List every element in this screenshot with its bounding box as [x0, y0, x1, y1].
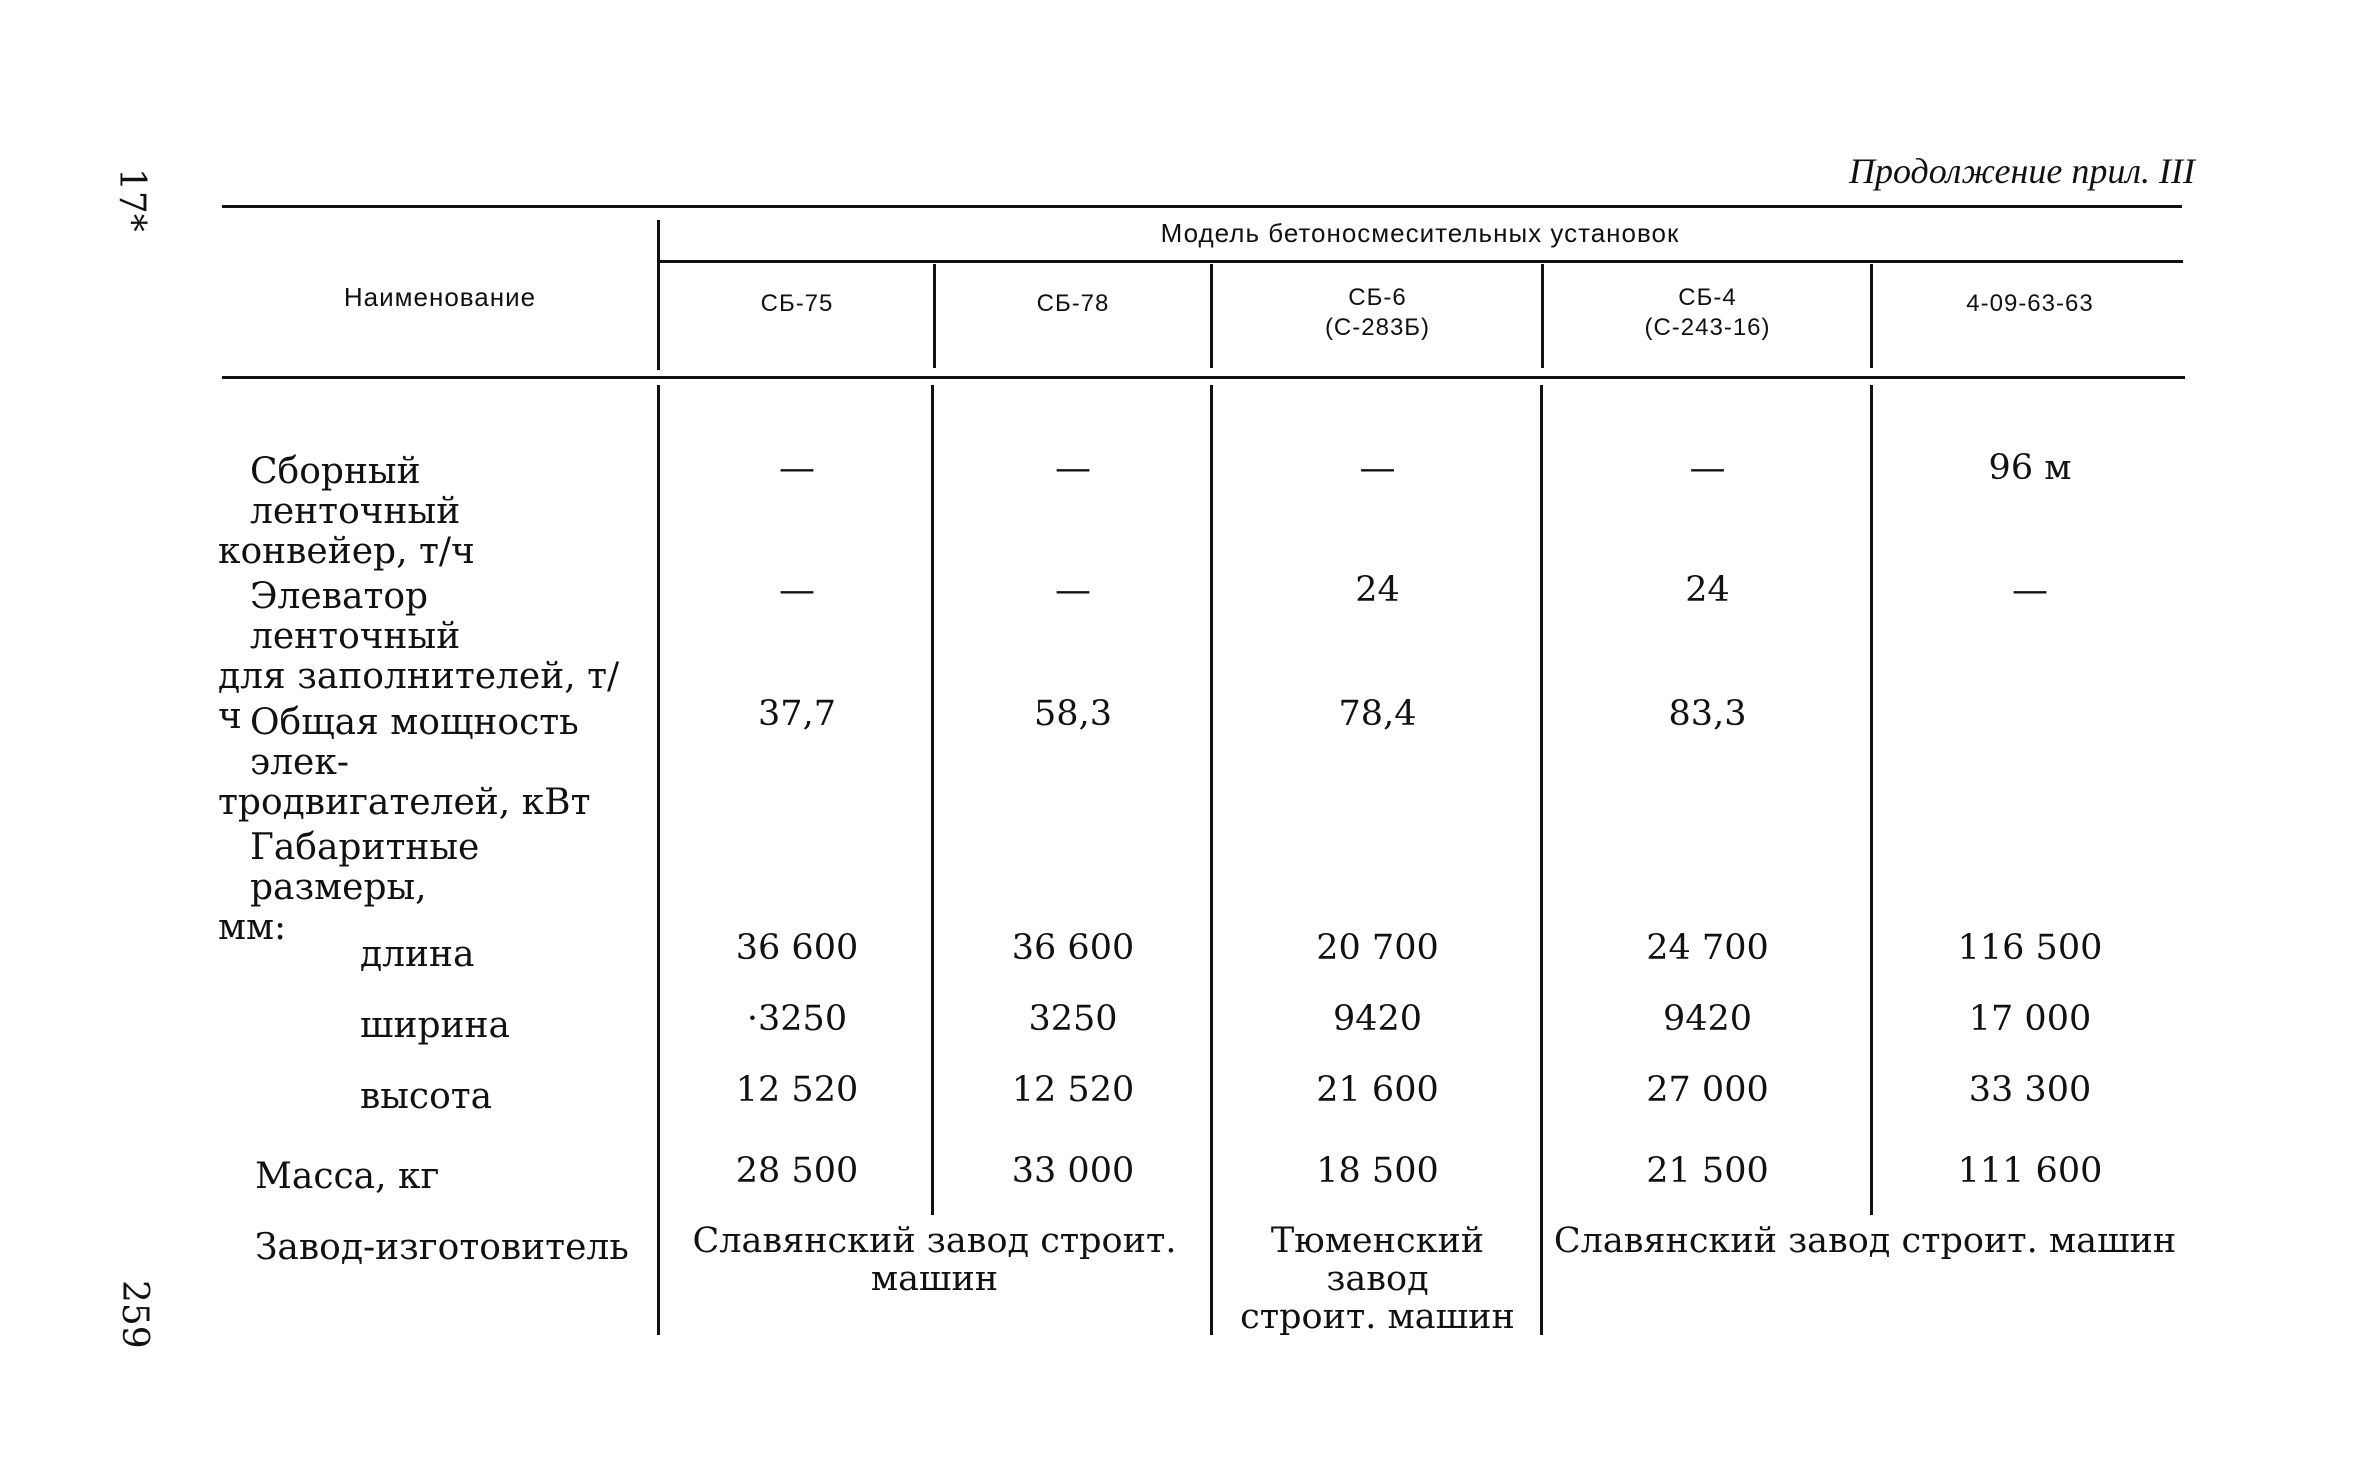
column-header-sb4-model: СБ-4 [1678, 284, 1737, 311]
row-label-power-l2: тродвигателей, кВт [218, 782, 591, 823]
column-header-sb4 [1545, 283, 1870, 343]
cell-mass-sb6: 18 500 [1316, 1151, 1439, 1191]
header-divider-1 [933, 264, 936, 368]
column-header-sb78: СБ-78 [1036, 290, 1110, 317]
column-header-40963: 4-09-63-63 [1966, 290, 2094, 317]
row-label-conveyor [218, 452, 638, 572]
manufacturer-slavyansk-1 [662, 1222, 1207, 1298]
table-top-rule [222, 205, 2182, 208]
manufacturer-tyumen-l2: строит. машин [1240, 1297, 1515, 1337]
manufacturer-slavyansk-1-l2: машин [870, 1259, 999, 1299]
header-divider-2 [1210, 264, 1213, 368]
body-divider-name [657, 385, 660, 1335]
model-group-header: Модель бетоносмесительных установок [1160, 218, 1680, 248]
row-label-elevator-w2: ленточный [250, 616, 461, 657]
body-divider-4 [1870, 385, 1873, 1215]
cell-height-sb78: 12 520 [1011, 1070, 1135, 1110]
column-header-sb6-model: СБ-6 [1348, 284, 1407, 311]
cell-elevator-40963: — [2012, 570, 2048, 611]
cell-elevator-sb4: 24 [1685, 570, 1730, 610]
cell-elevator-sb6: 24 [1355, 570, 1400, 610]
cell-length-sb4: 24 700 [1646, 928, 1769, 968]
body-divider-3 [1540, 385, 1543, 1335]
row-label-dimensions [218, 828, 638, 948]
row-label-conveyor-l2: конвейер, т/ч [218, 531, 475, 572]
row-label-dimensions-w2: размеры, [250, 867, 427, 908]
header-divider-3 [1541, 264, 1544, 368]
cell-power-sb6: 78,4 [1338, 694, 1417, 734]
cell-mass-40963: 111 600 [1957, 1151, 2103, 1191]
row-label-length: длина [360, 934, 475, 975]
cell-height-sb4: 27 000 [1646, 1070, 1769, 1110]
cell-conveyor-sb4: — [1689, 448, 1726, 489]
cell-length-sb78: 36 600 [1011, 928, 1135, 968]
header-bottom-rule [222, 376, 2185, 379]
manufacturer-slavyansk-2: Славянский завод строит. машин [1553, 1221, 2177, 1261]
manufacturer-slavyansk-1-l1: Славянский завод строит. [692, 1221, 1177, 1261]
page-number: 259 [114, 1280, 155, 1349]
row-label-power-l1: Общая мощность элек- [250, 702, 579, 783]
cell-mass-sb4: 21 500 [1646, 1151, 1769, 1191]
manufacturer-tyumen-l1: Тюменский завод [1270, 1221, 1485, 1299]
cell-width-40963: 17 000 [1968, 999, 2092, 1039]
cell-power-sb78: 58,3 [1034, 694, 1112, 734]
cell-elevator-sb75: — [779, 570, 815, 611]
cell-conveyor-40963: 96 м [1988, 448, 2072, 488]
cell-length-40963: 116 500 [1957, 928, 2103, 968]
column-header-sb6 [1215, 283, 1540, 343]
body-divider-2 [1210, 385, 1213, 1335]
cell-conveyor-sb6: — [1359, 448, 1396, 489]
row-label-manufacturer: Завод-изготовитель [255, 1227, 629, 1268]
cell-length-sb75: 36 600 [735, 928, 859, 968]
name-column-header: Наименование [343, 282, 537, 312]
manufacturer-tyumen [1215, 1222, 1540, 1336]
column-header-sb4-code: (С-243-16) [1644, 314, 1771, 341]
cell-width-sb75: ·3250 [746, 999, 848, 1039]
cell-power-sb4: 83,3 [1668, 694, 1747, 734]
cell-conveyor-sb78: — [1055, 448, 1091, 489]
cell-height-sb6: 21 600 [1316, 1070, 1439, 1110]
group-header-rule [660, 260, 2183, 263]
row-label-dimensions-w1: Габаритные [250, 827, 480, 868]
cell-conveyor-sb75: — [779, 448, 815, 489]
row-label-power [218, 703, 648, 823]
continuation-caption: Продолжение прил. III [1848, 151, 2195, 191]
row-label-height: высота [360, 1076, 493, 1117]
cell-length-sb6: 20 700 [1316, 928, 1439, 968]
cell-width-sb78: 3250 [1028, 999, 1118, 1039]
cell-width-sb6: 9420 [1332, 999, 1423, 1039]
cell-elevator-sb78: — [1055, 570, 1091, 611]
cell-width-sb4: 9420 [1662, 999, 1753, 1039]
row-label-elevator-l2: для заполнителей, т/ч [218, 656, 620, 737]
cell-power-sb75: 37,7 [758, 694, 836, 734]
sheet-marker: 17* [111, 168, 152, 232]
row-label-mass: Масса, кг [255, 1156, 440, 1197]
row-label-conveyor-w1: Сборный [250, 451, 421, 492]
row-label-dimensions-l2: мм: [218, 907, 287, 948]
row-label-width: ширина [360, 1005, 510, 1046]
row-label-elevator-w1: Элеватор [250, 576, 429, 617]
cell-mass-sb78: 33 000 [1011, 1151, 1135, 1191]
cell-mass-sb75: 28 500 [735, 1151, 859, 1191]
column-header-sb75: СБ-75 [760, 290, 834, 317]
cell-height-40963: 33 300 [1968, 1070, 2092, 1110]
cell-height-sb75: 12 520 [735, 1070, 859, 1110]
header-divider-4 [1870, 264, 1873, 368]
row-label-conveyor-w2: ленточный [250, 491, 461, 532]
column-header-sb6-code: (С-283Б) [1324, 314, 1431, 341]
